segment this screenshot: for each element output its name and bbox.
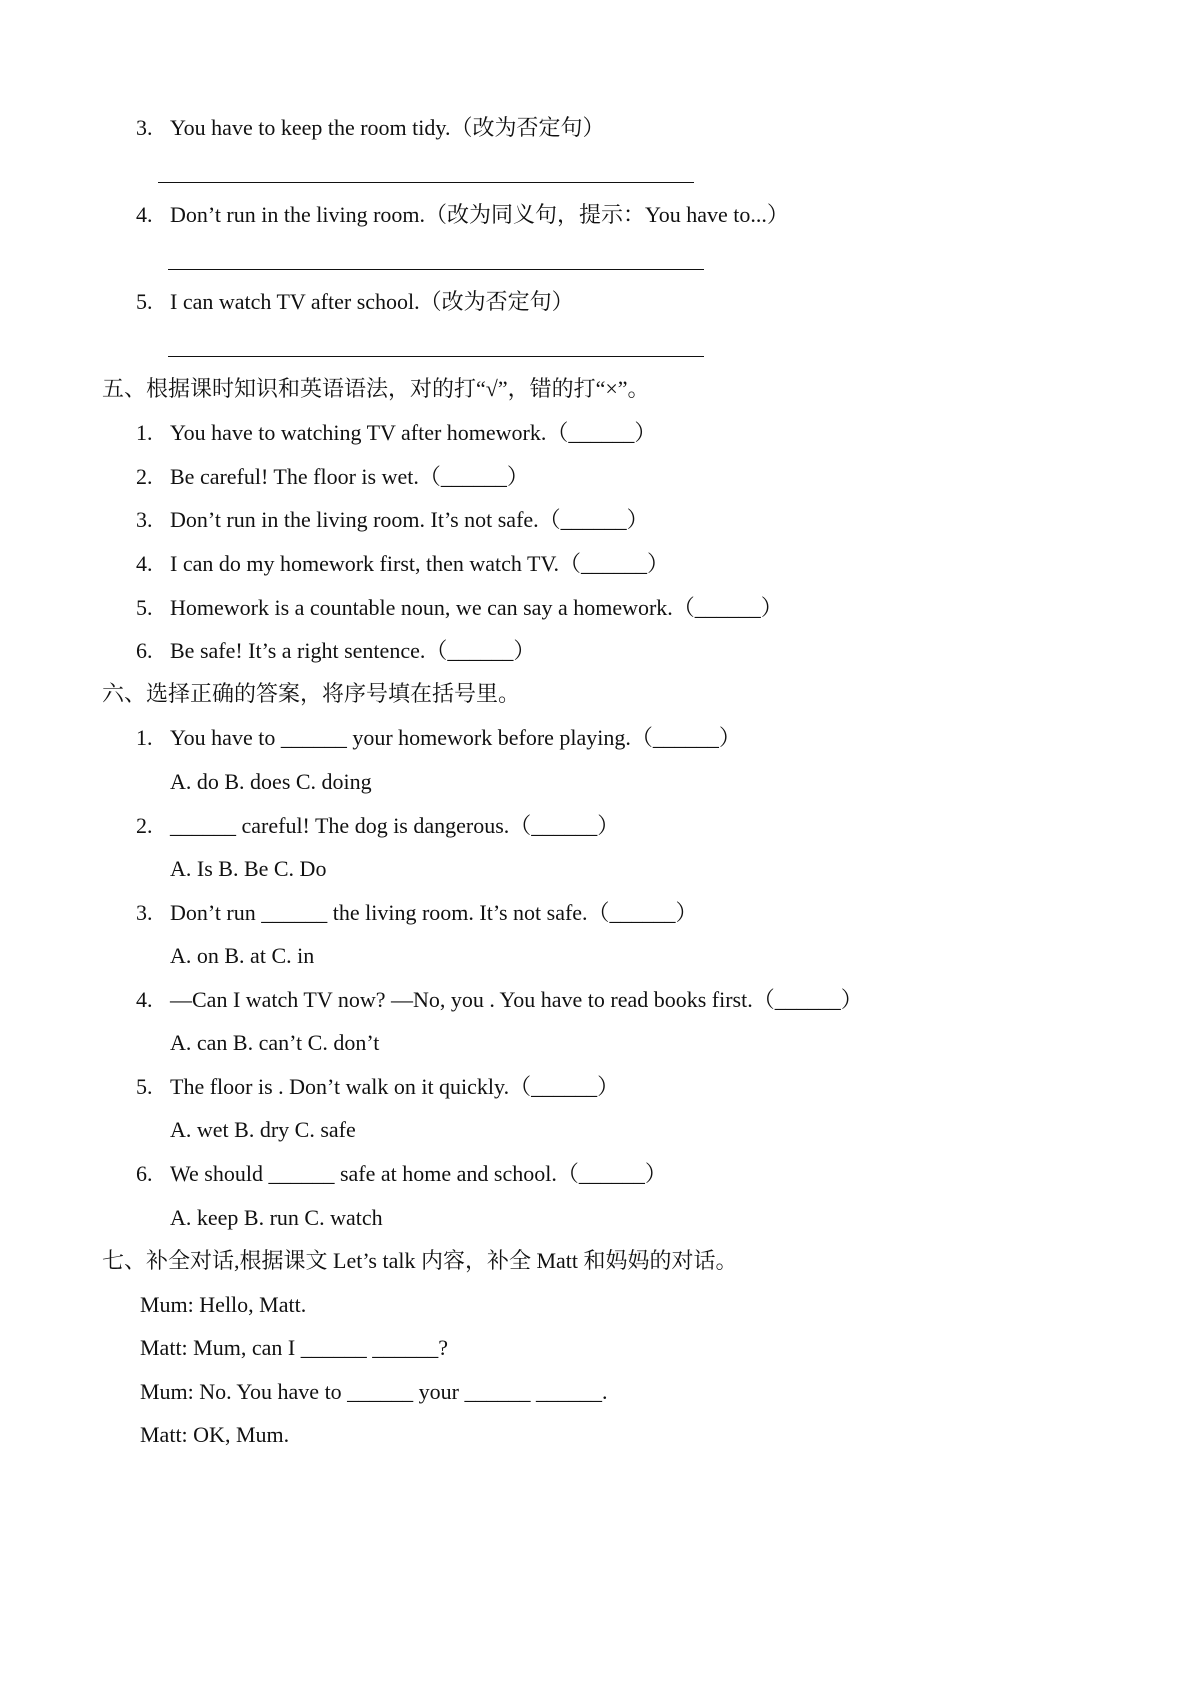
sec6-options-2: A. Is B. Be C. Do: [170, 856, 327, 881]
sec5-item-2: 2. Be careful! The floor is wet.（______）: [136, 464, 529, 489]
sec6-item-6: 6. We should ______ safe at home and school.（______）: [136, 1161, 667, 1186]
sec6-item-5: 5. The floor is . Don’t walk on it quickly.（______）: [136, 1074, 620, 1099]
dialogue-line-2: Matt: Mum, can I ______ ______?: [140, 1335, 448, 1360]
answer-line-4-5[interactable]: [168, 356, 704, 357]
sec6-item-4: 4. —Can I watch TV now? —No, you . You have to read books first.（______）: [136, 987, 863, 1012]
sec5-item-6: 6. Be safe! It’s a right sentence.（______）: [136, 638, 536, 663]
section-5-heading: 五、根据课时知识和英语语法，对的打“√”，错的打“×”。: [102, 376, 650, 401]
sec4-item-3: 3. You have to keep the room tidy.（改为否定句）: [136, 115, 605, 140]
sec6-options-4: A. can B. can’t C. don’t: [170, 1030, 380, 1055]
sec6-options-1: A. do B. does C. doing: [170, 769, 372, 794]
sec5-item-3: 3. Don’t run in the living room. It’s not safe.（______）: [136, 507, 649, 532]
sec5-item-1: 1. You have to watching TV after homework.（______）: [136, 420, 657, 445]
sec6-item-3: 3. Don’t run ______ the living room. It’s not safe.（______）: [136, 900, 698, 925]
sec5-item-5: 5. Homework is a countable noun, we can say a homework.（______）: [136, 595, 783, 620]
sec4-item-5: 5. I can watch TV after school.（改为否定句）: [136, 289, 574, 314]
dialogue-line-1: Mum: Hello, Matt.: [140, 1292, 307, 1317]
sec5-item-4: 4. I can do my homework first, then watch TV.（______）: [136, 551, 669, 576]
sec6-item-1: 1. You have to ______ your homework before playing.（______）: [136, 725, 741, 750]
dialogue-line-4: Matt: OK, Mum.: [140, 1422, 290, 1447]
answer-line-4-4[interactable]: [168, 269, 704, 270]
sec6-item-2: 2. ______ careful! The dog is dangerous.（______）: [136, 813, 620, 838]
sec4-item-4: 4. Don’t run in the living room.（改为同义句，提示：You have to...）: [136, 202, 789, 227]
dialogue-line-3: Mum: No. You have to ______ your ______ ______.: [140, 1379, 608, 1404]
section-6-heading: 六、选择正确的答案，将序号填在括号里。: [102, 681, 521, 706]
section-7-heading: 七、补全对话,根据课文 Let’s talk 内容，补全 Matt 和妈妈的对话。: [102, 1248, 738, 1273]
answer-line-4-3[interactable]: [158, 182, 694, 183]
sec6-options-3: A. on B. at C. in: [170, 943, 315, 968]
sec6-options-6: A. keep B. run C. watch: [170, 1205, 383, 1230]
sec6-options-5: A. wet B. dry C. safe: [170, 1117, 356, 1142]
